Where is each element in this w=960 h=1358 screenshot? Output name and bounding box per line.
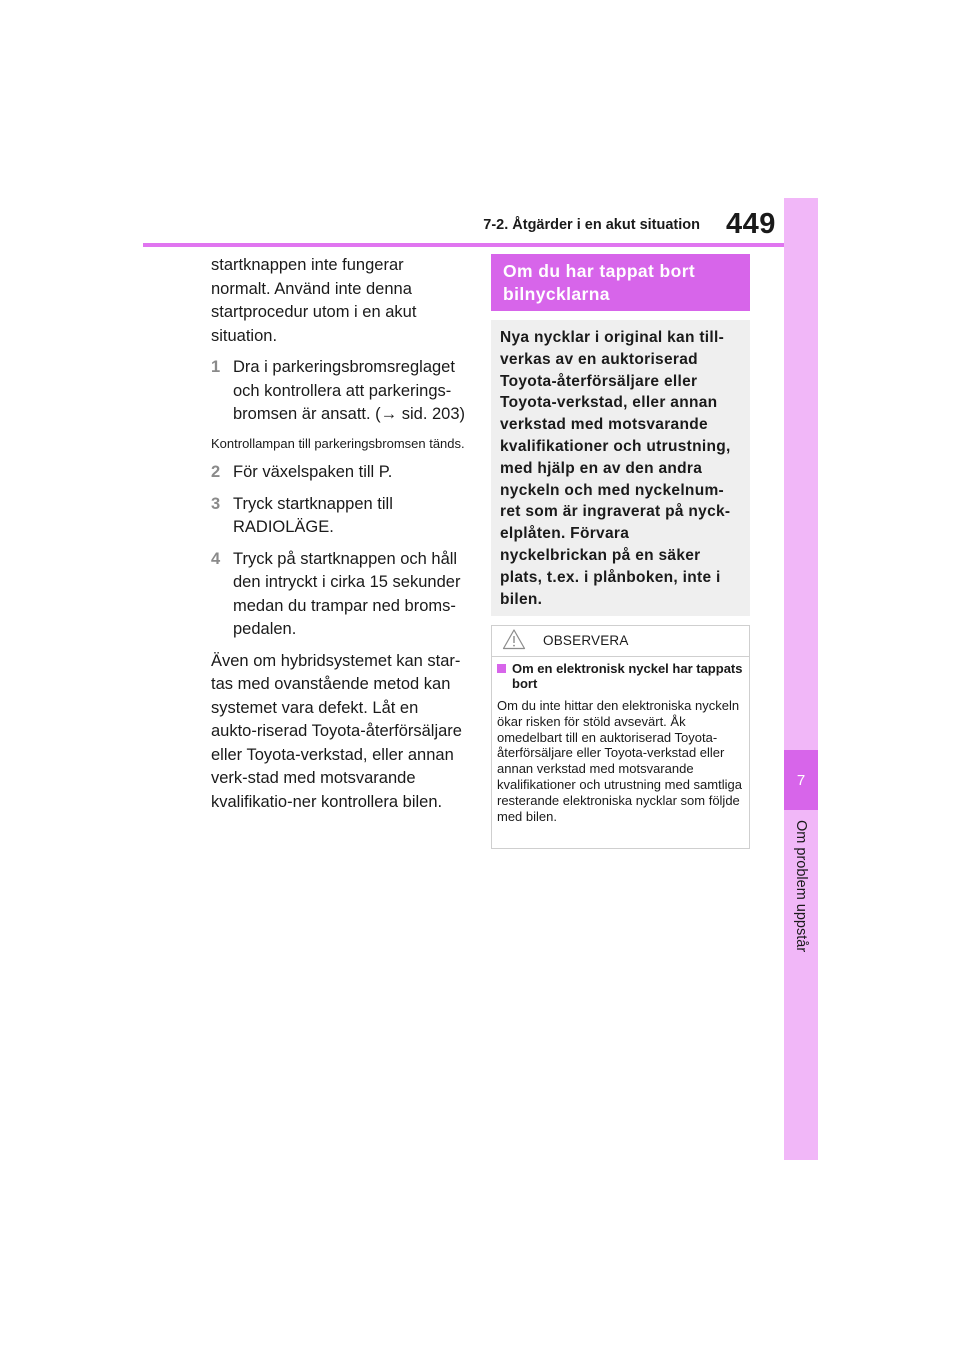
section-heading: Om du har tappat bort bilnycklarna xyxy=(491,254,750,311)
step-text: Dra i parkeringsbromsreglaget och kontrollera att parkerings-bromsen är ansatt. (→ sid. 203) xyxy=(233,358,466,423)
caution-title: OBSERVERA xyxy=(543,633,629,648)
step-item xyxy=(211,493,467,540)
caution-header xyxy=(492,626,749,657)
info-box: Nya nycklar i original kan till-verkas av en auktoriserad Toyota-återförsäljare eller Toyota-verkstad, eller annan verkstad med motsvarande kvalifikationer och utrustning, med hjälp en av den andra nyckeln och med nyckelnum-ret som är ingraverat på nyck-elplåten. Förvara nyckelbrickan på en säker plats, t.ex. i plånboken, inte i bilen. xyxy=(491,320,750,616)
closing-paragraph: Även om hybridsystemet kan star-tas med ovanstående metod kan systemet vara defekt. Låt en aukto-riserad Toyota-återförsäljare eller Toyota-verkstad, eller annan verk-stad med motsvarande kvalifikatio-ner kontrollera bilen. xyxy=(211,651,462,811)
step-text: Tryck på startknappen och håll den intryckt i cirka 15 sekunder medan du trampar ned broms-pedalen. xyxy=(233,549,461,638)
caution-subheading xyxy=(497,661,744,691)
step-note: Kontrollampan till parkeringsbromsen tänds. xyxy=(211,435,465,451)
square-bullet-icon xyxy=(497,664,506,673)
step-item xyxy=(211,548,467,642)
page-number: 449 xyxy=(726,208,776,240)
left-column xyxy=(211,254,467,814)
section-title: 7-2. Åtgärder i en akut situation xyxy=(483,217,700,233)
step-number: 2 xyxy=(211,463,221,481)
caution-subheading-text: Om en elektronisk nyckel har tappats bort xyxy=(512,661,743,691)
step-number: 4 xyxy=(211,549,221,568)
step-item xyxy=(211,461,467,485)
step-number: 1 xyxy=(211,358,221,376)
step-item xyxy=(211,356,467,427)
chapter-side-tab xyxy=(784,198,818,1160)
caution-box xyxy=(491,625,750,849)
step-text: Tryck startknappen till RADIOLÄGE. xyxy=(233,494,393,536)
step-text: För växelspaken till P. xyxy=(233,463,393,481)
chapter-number: 7 xyxy=(784,750,818,810)
caution-text: Om du inte hittar den elektroniska nyckeln ökar risken för stöld avsevärt. Åk omedelbart till en auktoriserad Toyota-återförsäljare eller Toyota-verkstad eller annan verkstad med motsvarande kvalifikationer och utrustning med samtliga resterande elektroniska nycklar som följde med bilen. xyxy=(497,698,742,824)
caution-body xyxy=(492,657,749,828)
intro-paragraph: startknappen inte fungerar normalt. Använd inte denna startprocedur utom i en akut situation. xyxy=(211,256,417,345)
warning-triangle-icon xyxy=(502,628,526,655)
header-divider xyxy=(143,243,790,247)
chapter-label: Om problem uppstår xyxy=(793,820,809,953)
step-number: 3 xyxy=(211,494,221,513)
